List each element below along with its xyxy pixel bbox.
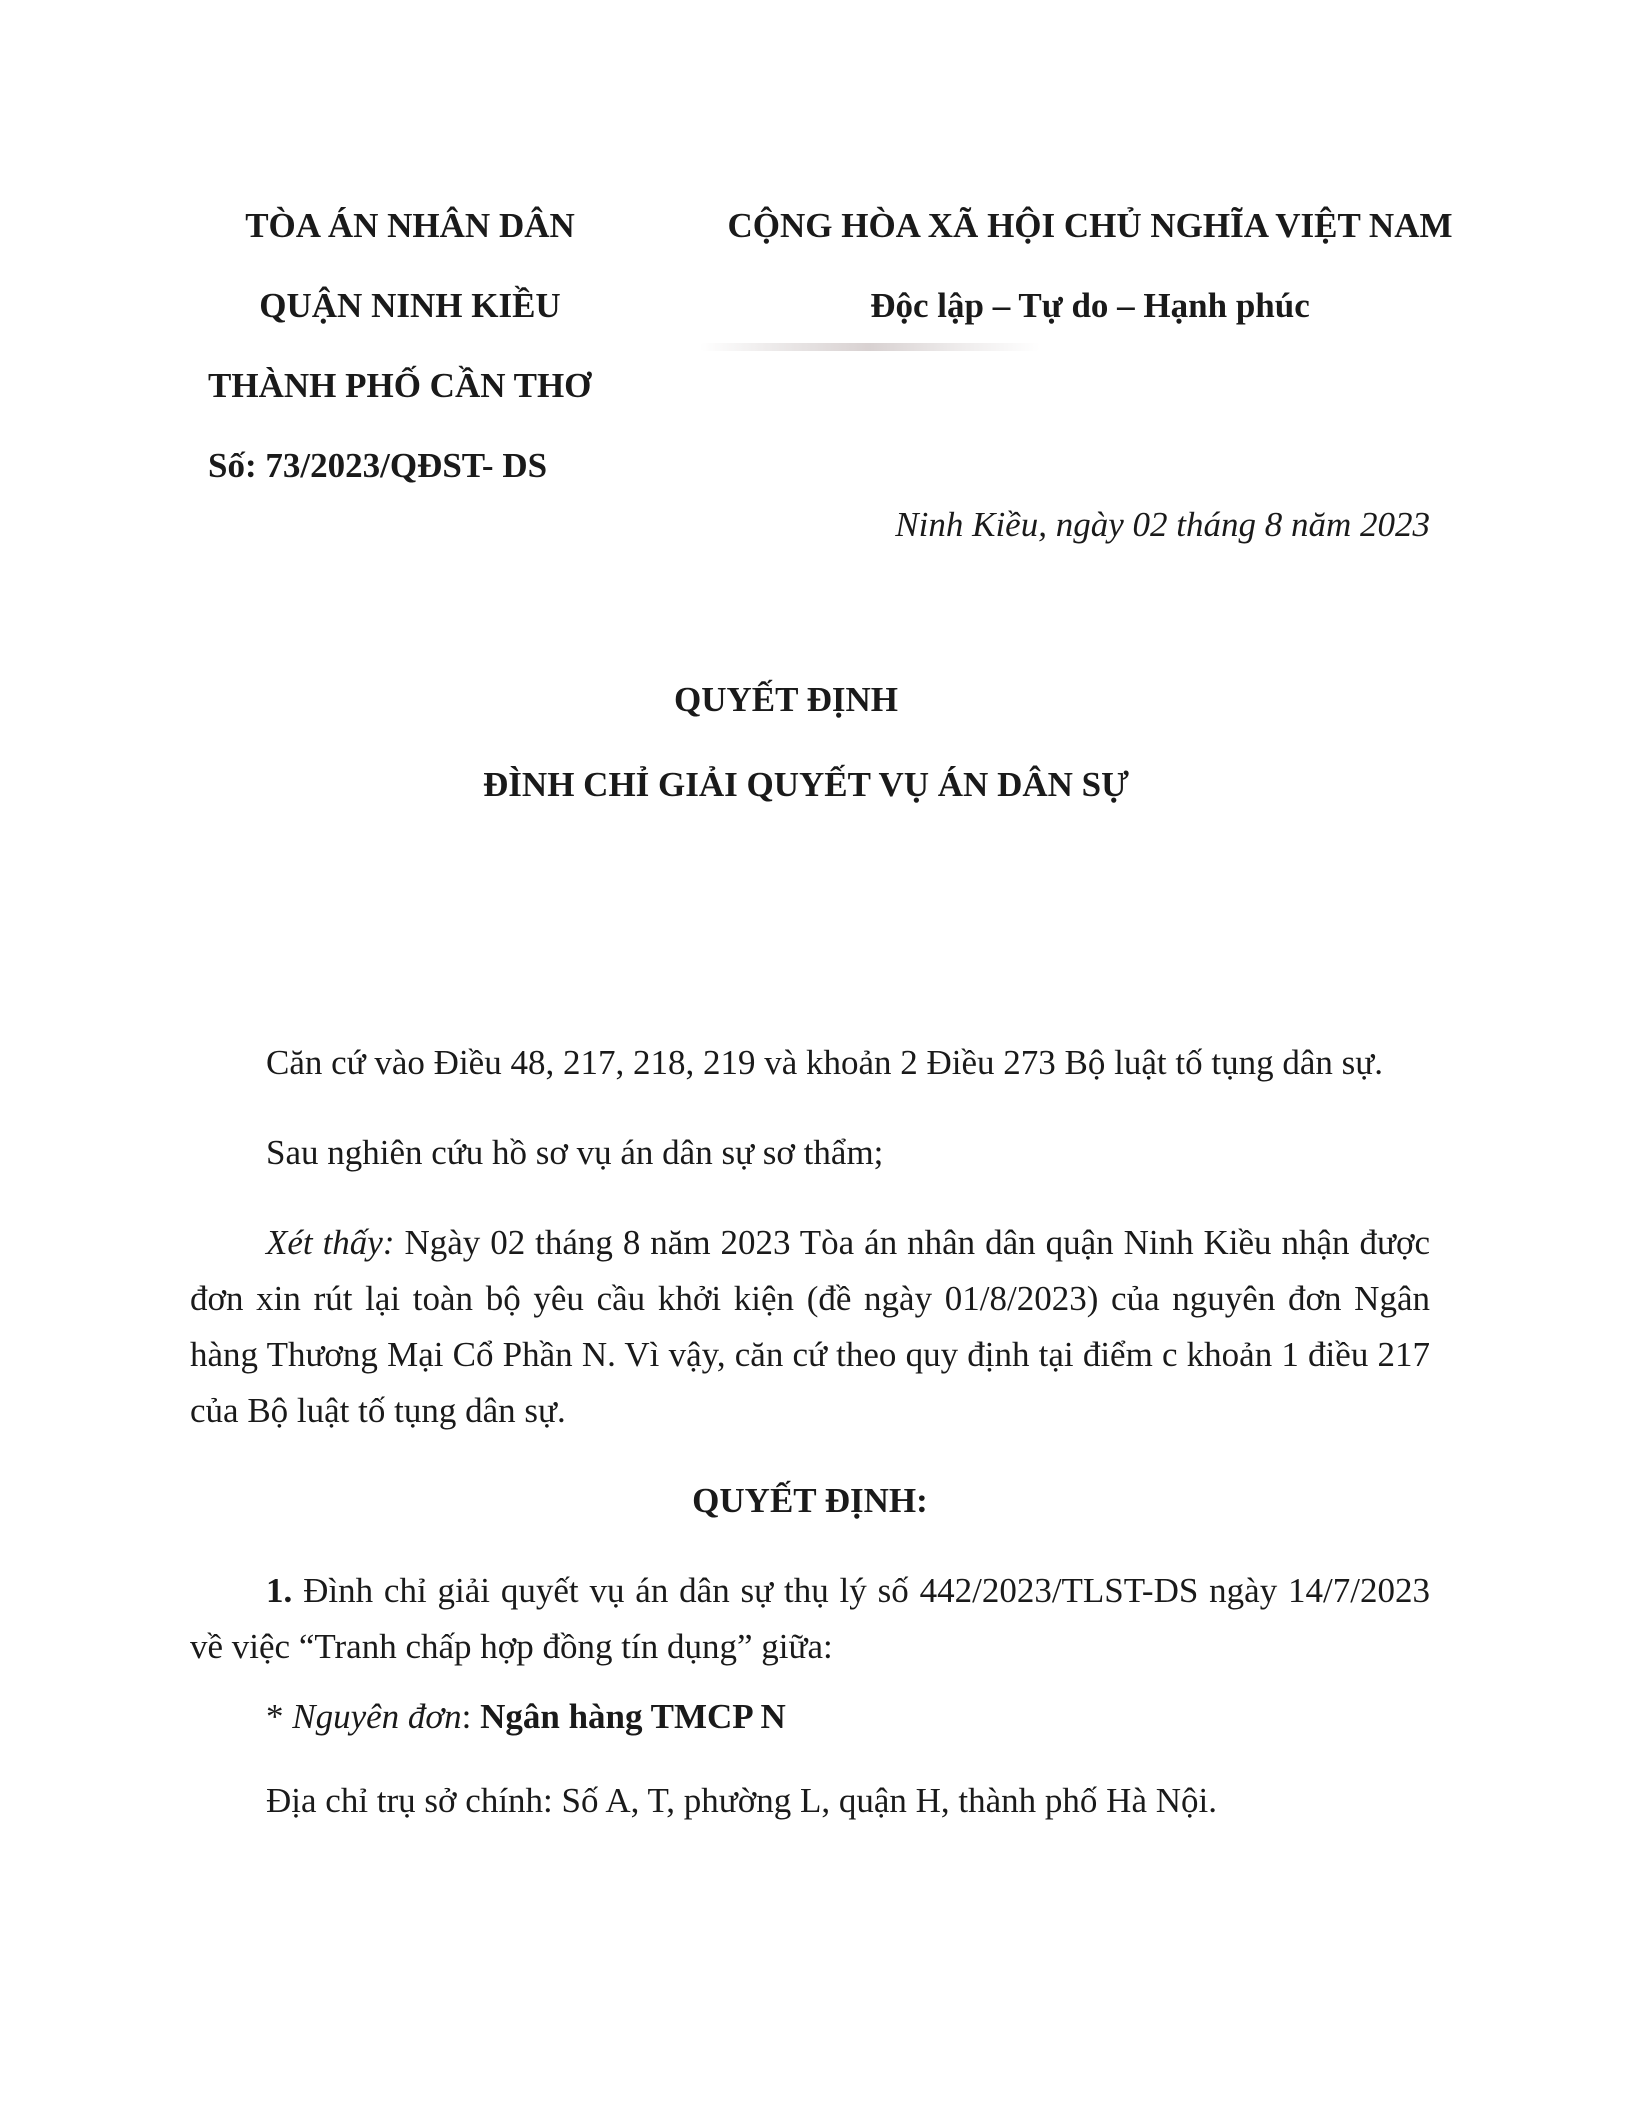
court-city: THÀNH PHỐ CẦN THƠ bbox=[208, 366, 592, 405]
date-line: Ninh Kiều, ngày 02 tháng 8 năm 2023 bbox=[895, 505, 1430, 544]
court-header bbox=[190, 186, 630, 506]
court-district: QUẬN NINH KIỀU bbox=[259, 286, 561, 325]
document-title: QUYẾT ĐỊNH bbox=[674, 680, 898, 719]
plaintiff-label: Nguyên đơn bbox=[292, 1697, 462, 1736]
consideration-paragraph bbox=[190, 1215, 1430, 1439]
decision-heading: QUYẾT ĐỊNH: bbox=[692, 1481, 928, 1520]
decision-number: Số: 73/2023/QĐST- DS bbox=[208, 446, 548, 485]
address-line: Địa chỉ trụ sở chính: Số A, T, phường L, quận H, thành phố Hà Nội. bbox=[266, 1781, 1217, 1820]
item-text: Đình chỉ giải quyết vụ án dân sự thụ lý số 442/2023/TLST-DS ngày 14/7/2023 về việc “Tranh chấp hợp đồng tín dụng” giữa: bbox=[190, 1571, 1430, 1666]
underline-mark bbox=[700, 343, 1040, 351]
court-name: TÒA ÁN NHÂN DÂN bbox=[245, 206, 575, 245]
consideration-label: Xét thấy: bbox=[266, 1223, 395, 1262]
plaintiff-colon: : bbox=[461, 1697, 481, 1736]
plaintiff-line bbox=[190, 1689, 1430, 1745]
consideration-text: Ngày 02 tháng 8 năm 2023 Tòa án nhân dân quận Ninh Kiều nhận được đơn xin rút lại toàn bộ yêu cầu khởi kiện (đề ngày 01/8/2023) của nguyên đơn Ngân hàng Thương Mại Cổ Phần N. Vì vậy, căn cứ theo quy định tại điểm c khoản 1 điều 217 của Bộ luật tố tụng dân sự. bbox=[190, 1223, 1430, 1430]
decision-item-1 bbox=[190, 1563, 1430, 1675]
document-body bbox=[190, 1035, 1430, 1863]
plaintiff-name: Ngân hàng TMCP N bbox=[480, 1697, 786, 1736]
national-motto: Độc lập – Tự do – Hạnh phúc bbox=[870, 286, 1310, 325]
item-number: 1. bbox=[266, 1571, 293, 1610]
national-header bbox=[690, 186, 1490, 346]
plaintiff-bullet: * bbox=[266, 1697, 293, 1736]
review-paragraph: Sau nghiên cứu hồ sơ vụ án dân sự sơ thẩm; bbox=[266, 1133, 884, 1172]
legal-basis-paragraph: Căn cứ vào Điều 48, 217, 218, 219 và khoản 2 Điều 273 Bộ luật tố tụng dân sự. bbox=[266, 1043, 1383, 1082]
country-name: CỘNG HÒA XÃ HỘI CHỦ NGHĨA VIỆT NAM bbox=[727, 206, 1453, 245]
document-subtitle: ĐÌNH CHỈ GIẢI QUYẾT VỤ ÁN DÂN SỰ bbox=[483, 765, 1129, 804]
